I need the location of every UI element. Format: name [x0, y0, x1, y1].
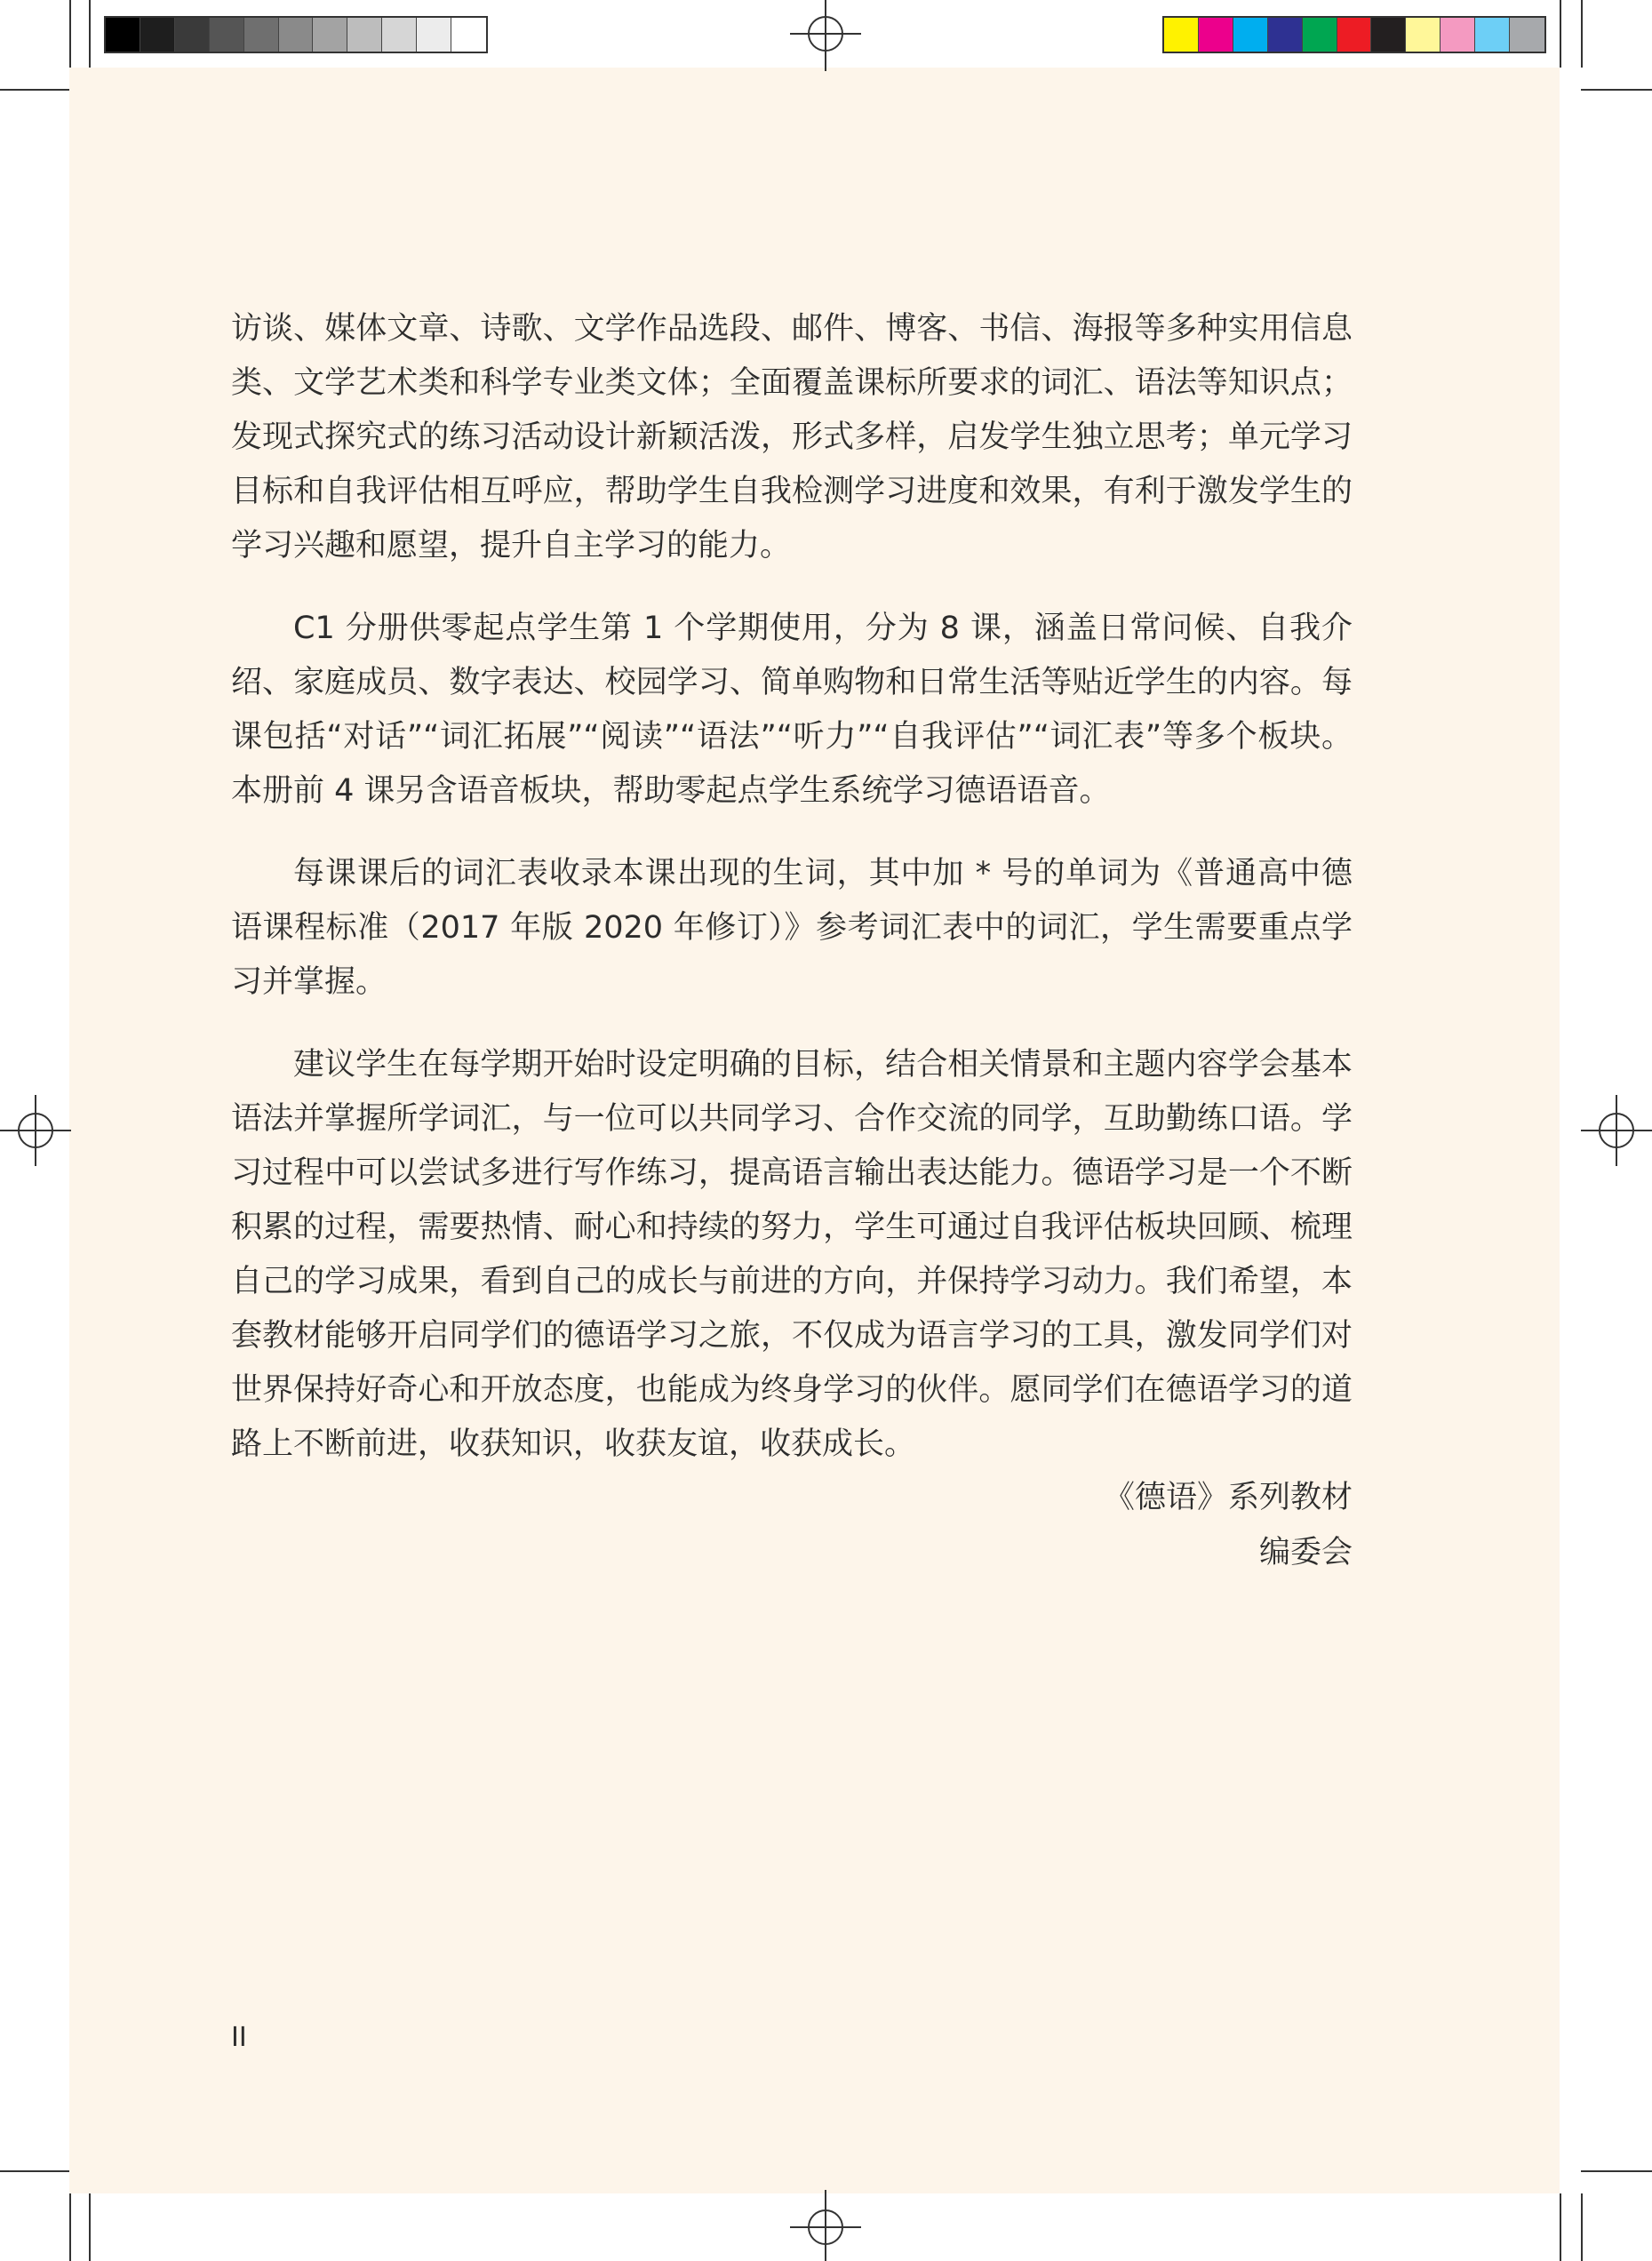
registration-mark-right: [1581, 1095, 1652, 1166]
crop-mark: [89, 2193, 91, 2261]
registration-mark-left: [0, 1095, 71, 1166]
crop-mark: [69, 2193, 71, 2261]
grayscale-swatch: [347, 18, 382, 52]
crop-mark: [0, 2170, 69, 2172]
crop-mark: [1581, 89, 1652, 91]
crop-mark: [1581, 2170, 1652, 2172]
grayscale-swatch: [451, 18, 486, 52]
color-swatch: [1199, 18, 1233, 52]
color-swatch: [1510, 18, 1544, 52]
grayscale-swatch: [175, 18, 210, 52]
grayscale-swatch: [382, 18, 417, 52]
grayscale-swatch: [210, 18, 244, 52]
grayscale-swatch: [417, 18, 451, 52]
crop-mark: [1560, 0, 1561, 68]
color-print-bar: [1162, 16, 1546, 53]
signature-committee: 编委会: [1258, 1535, 1353, 1570]
paragraph-4: 建议学生在每学期开始时设定明确的目标，结合相关情景和主题内容学会基本语法并掌握所学词汇，与一位可以共同学习、合作交流的同学，互助勤练口语。学习过程中可以尝试多进行写作练习，提高语言输出表达能力。德语学习是一个不断积累的过程，需要热情、耐心和持续的努力，学生可通过自我评估板块回顾、梳理自己的学习成果，看到自己的成长与前进的方向，并保持学习动力。我们希望，本套教材能够开启同学们的德语学习之旅，不仅成为语言学习的工具，激发同学们对世界保持好奇心和开放态度，也能成为终身学习的伙伴。愿同学们在德语学习的道路上不断前进，收获知识，收获友谊，收获成长。: [231, 1047, 1353, 1462]
grayscale-swatch: [313, 18, 347, 52]
color-swatch: [1441, 18, 1475, 52]
grayscale-swatch: [106, 18, 140, 52]
registration-mark-top: [790, 0, 861, 71]
color-swatch: [1475, 18, 1510, 52]
crop-mark: [69, 0, 71, 68]
paragraph-3: 每课课后的词汇表收录本课出现的生词，其中加 * 号的单词为《普通高中德语课程标准（2017 年版 2020 年修订）》参考词汇表中的词汇，学生需要重点学习并掌握。: [231, 856, 1353, 1000]
grayscale-swatch: [244, 18, 279, 52]
grayscale-swatch: [140, 18, 175, 52]
crop-mark: [1581, 0, 1583, 68]
crop-mark: [1560, 2193, 1561, 2261]
color-swatch: [1268, 18, 1303, 52]
color-swatch: [1233, 18, 1268, 52]
signature-block: [1104, 1470, 1353, 1580]
crop-mark: [1581, 2193, 1583, 2261]
signature-series-title: 《德语》系列教材: [1103, 1480, 1353, 1515]
paragraph-1: 访谈、媒体文章、诗歌、文学作品选段、邮件、博客、书信、海报等多种实用信息类、文学艺术类和科学专业类文体；全面覆盖课标所要求的词汇、语法等知识点；发现式探究式的练习活动设计新颖活泼，形式多样，启发学生独立思考；单元学习目标和自我评估相互呼应，帮助学生自我检测学习进度和效果，有利于激发学生的学习兴趣和愿望，提升自主学习的能力。: [231, 311, 1353, 563]
registration-mark-bottom: [790, 2190, 861, 2261]
paragraph-2: C1 分册供零起点学生第 1 个学期使用，分为 8 课，涵盖日常问候、自我介绍、家庭成员、数字表达、校园学习、简单购物和日常生活等贴近学生的内容。每课包括“对话”“词汇拓展”“阅读”“语法”“听力”“自我评估”“词汇表”等多个板块。本册前 4 课另含语音板块，帮助零起点学生系统学习德语语音。: [231, 611, 1353, 809]
color-swatch: [1406, 18, 1441, 52]
grayscale-print-bar: [104, 16, 488, 53]
preface-body: [231, 302, 1353, 1500]
page-number: II: [231, 2022, 247, 2053]
color-swatch: [1164, 18, 1199, 52]
crop-mark: [0, 89, 69, 91]
color-swatch: [1303, 18, 1337, 52]
color-swatch: [1371, 18, 1406, 52]
color-swatch: [1337, 18, 1372, 52]
crop-mark: [89, 0, 91, 68]
grayscale-swatch: [279, 18, 314, 52]
